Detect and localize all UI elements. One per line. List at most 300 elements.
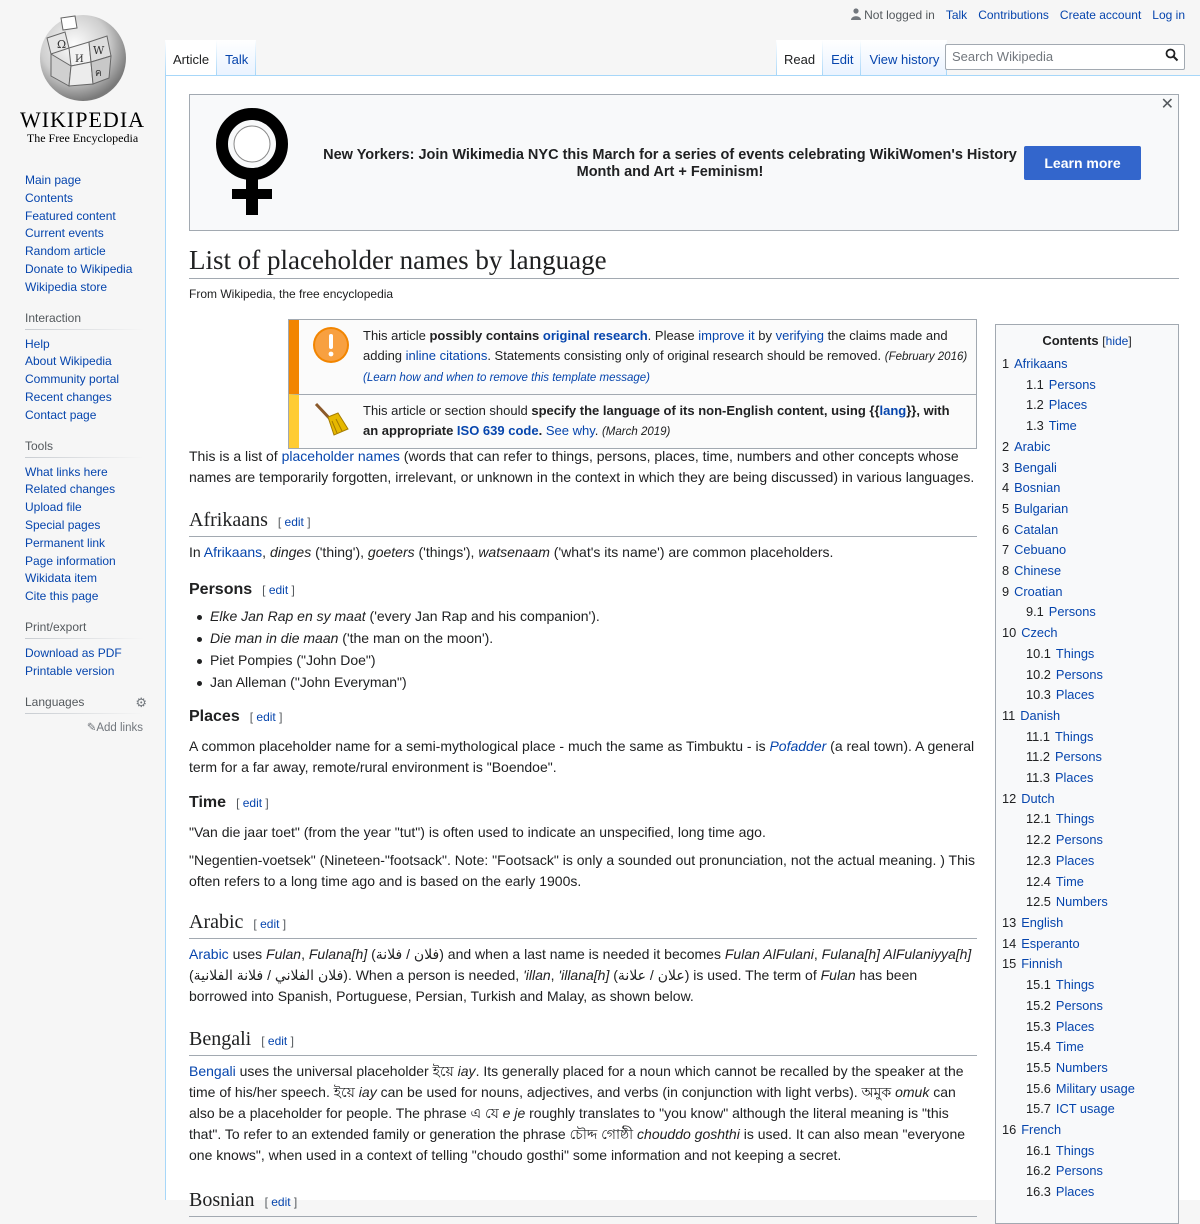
toc-entry[interactable] bbox=[1002, 872, 1172, 893]
text-run: Jan Alleman ("John Everyman") bbox=[210, 674, 407, 690]
sidebar-item-donate[interactable]: Donate to Wikipedia bbox=[25, 261, 133, 276]
talk-link[interactable]: Talk bbox=[945, 8, 968, 22]
notice-date: (February 2016) bbox=[884, 351, 968, 363]
sidebar-item-random-article[interactable]: Random article bbox=[25, 244, 106, 259]
toc-link[interactable]: Numbers bbox=[1055, 1059, 1108, 1075]
toc-link[interactable]: Danish bbox=[1020, 707, 1061, 723]
sidebar-navigation bbox=[0, 172, 165, 297]
toc-list bbox=[1002, 354, 1172, 1203]
contributions-link[interactable]: Contributions bbox=[978, 8, 1049, 22]
toc-link[interactable]: Things bbox=[1055, 1142, 1095, 1158]
toc-number: 9 bbox=[1002, 583, 1010, 599]
sidebar-item-contact[interactable]: Contact page bbox=[25, 407, 97, 422]
toc-entry[interactable] bbox=[1002, 1079, 1172, 1100]
login-link[interactable]: Log in bbox=[1152, 8, 1185, 22]
toc-entry[interactable] bbox=[1002, 1099, 1172, 1120]
sidebar-heading-tools: Tools bbox=[25, 439, 143, 458]
section-heading-persons bbox=[189, 579, 977, 601]
toc-entry[interactable] bbox=[1002, 354, 1172, 375]
tab-read-label: Read bbox=[784, 52, 816, 67]
sidebar-item-wikidata-item[interactable]: Wikidata item bbox=[25, 571, 98, 586]
toc-entry[interactable] bbox=[1002, 1058, 1172, 1079]
learn-more-button[interactable]: Learn more bbox=[1024, 146, 1141, 180]
sidebar-item-about[interactable]: About Wikipedia bbox=[25, 354, 112, 369]
sidebar-item-featured-content[interactable]: Featured content bbox=[25, 208, 116, 223]
toc-entry[interactable] bbox=[1002, 623, 1172, 644]
toc-link[interactable]: Time bbox=[1048, 418, 1077, 434]
text-run: Die man in die maan bbox=[210, 630, 339, 646]
toc-entry[interactable] bbox=[1002, 706, 1172, 727]
list-item bbox=[210, 649, 977, 671]
toc-entry[interactable] bbox=[1002, 934, 1172, 955]
svg-text:Ω: Ω bbox=[57, 38, 67, 51]
toc-link[interactable]: Persons bbox=[1055, 832, 1103, 848]
time-paragraph-1: "Van die jaar toet" (from the year "tut") is often used to indicate an unspecified, long time ago. bbox=[189, 824, 766, 840]
toc-title bbox=[1002, 333, 1172, 348]
not-logged-in bbox=[851, 8, 935, 22]
toc-number: 1.2 bbox=[1026, 397, 1044, 413]
sidebar-item-help[interactable]: Help bbox=[25, 336, 50, 351]
section-heading-bosnian bbox=[189, 1188, 977, 1217]
toc-number: 12.4 bbox=[1026, 873, 1051, 889]
toc-entry[interactable] bbox=[1002, 499, 1172, 520]
toc-link[interactable]: Afrikaans bbox=[1014, 356, 1068, 371]
text-run: This article or section should bbox=[363, 403, 532, 418]
text-run: uses bbox=[228, 946, 267, 962]
edit-link-label[interactable]: edit bbox=[242, 796, 263, 810]
text-run: ('things'), bbox=[414, 544, 479, 560]
section-heading-bengali bbox=[189, 1027, 977, 1056]
central-notice-banner bbox=[189, 94, 1179, 231]
toc-link[interactable]: Czech bbox=[1021, 625, 1058, 641]
see-why-link[interactable]: See why bbox=[545, 423, 595, 438]
toc-link[interactable]: French bbox=[1021, 1122, 1062, 1138]
toc-link[interactable]: Things bbox=[1054, 728, 1094, 744]
toc-link[interactable]: Things bbox=[1055, 977, 1095, 993]
edit-link-label[interactable]: edit bbox=[256, 710, 276, 724]
ambox-original-research bbox=[289, 320, 976, 394]
heading-text: Arabic bbox=[189, 911, 244, 933]
toc-link[interactable]: ICT usage bbox=[1055, 1101, 1115, 1117]
text-run: e je bbox=[502, 1105, 526, 1121]
maintenance-notices bbox=[288, 319, 977, 449]
tab-view-history[interactable] bbox=[861, 40, 947, 75]
sidebar-item-store[interactable]: Wikipedia store bbox=[25, 279, 108, 294]
toc-entry[interactable] bbox=[1002, 685, 1172, 706]
table-of-contents bbox=[995, 324, 1179, 1224]
add-links-label: Add links bbox=[96, 721, 143, 734]
toc-entry[interactable] bbox=[1002, 602, 1172, 623]
text-run: . Statements consisting only of original research should be removed. bbox=[487, 348, 885, 363]
toc-link[interactable]: Chinese bbox=[1014, 563, 1062, 579]
toc-link[interactable]: Bulgarian bbox=[1014, 500, 1069, 516]
text-run: This is a list of bbox=[189, 448, 282, 464]
view-tabs bbox=[776, 40, 947, 75]
text-run: . bbox=[538, 423, 543, 438]
afrikaans-link[interactable]: Afrikaans bbox=[203, 544, 263, 560]
article-body bbox=[189, 446, 977, 1217]
toc-link[interactable]: Things bbox=[1055, 811, 1095, 827]
text-run: }}, with an appropriate bbox=[363, 403, 950, 438]
text-run: iay bbox=[358, 1084, 377, 1100]
toc-entry[interactable] bbox=[1002, 540, 1172, 561]
ambox-or-text bbox=[363, 320, 976, 394]
text-run: This article bbox=[363, 328, 430, 343]
toc-entry[interactable] bbox=[1002, 644, 1172, 665]
text-run: Fulan bbox=[266, 946, 302, 962]
toc-number: 2 bbox=[1002, 438, 1010, 454]
toc-link[interactable]: Places bbox=[1054, 770, 1094, 786]
toc-link[interactable]: Finnish bbox=[1021, 956, 1063, 972]
toc-link[interactable]: Bengali bbox=[1014, 459, 1057, 475]
text-run: ('the man on the moon'). bbox=[338, 630, 494, 646]
svg-text:И: И bbox=[75, 54, 84, 65]
text-run: (فلان الفلاني / فلانة الفلانية). When a person is needed, bbox=[189, 967, 524, 983]
toc-link[interactable]: Persons bbox=[1048, 376, 1096, 392]
bengali-link[interactable]: Bengali bbox=[189, 1063, 236, 1079]
create-account-link[interactable]: Create account bbox=[1059, 8, 1142, 22]
toc-number: 15.6 bbox=[1026, 1080, 1051, 1096]
pencil-icon: ✎ bbox=[86, 721, 97, 734]
section-heading-afrikaans bbox=[189, 508, 977, 537]
add-links-button[interactable] bbox=[25, 720, 143, 734]
edit-link-label[interactable]: edit bbox=[260, 917, 280, 931]
toc-number: 12.5 bbox=[1026, 894, 1051, 910]
search-input[interactable] bbox=[945, 44, 1185, 70]
text-run: Piet Pompies ("John Doe") bbox=[210, 652, 376, 668]
toc-entry[interactable] bbox=[1002, 520, 1172, 541]
tab-history-label: View history bbox=[869, 52, 940, 67]
toc-entry[interactable] bbox=[1002, 727, 1172, 748]
toc-entry[interactable] bbox=[1002, 437, 1172, 458]
close-icon[interactable]: ✕ bbox=[1160, 96, 1174, 113]
toc-number: 7 bbox=[1002, 542, 1010, 558]
afrikaans-paragraph bbox=[189, 542, 977, 563]
text-run: In bbox=[189, 544, 204, 560]
edit-link-label[interactable]: edit bbox=[268, 583, 289, 597]
content-area bbox=[165, 75, 1200, 1211]
text-run: Fulan bbox=[820, 967, 856, 983]
toc-entry[interactable] bbox=[1002, 1161, 1172, 1182]
text-run: chouddo goshthi bbox=[637, 1126, 740, 1142]
toc-link[interactable]: Places bbox=[1055, 852, 1095, 868]
edit-section-link[interactable]: [ edit ] bbox=[261, 1034, 294, 1048]
toc-number: 1 bbox=[1002, 356, 1010, 371]
toc-entry[interactable] bbox=[1002, 830, 1172, 851]
text-run: ('thing'), bbox=[311, 544, 368, 560]
sidebar-item-permanent-link[interactable]: Permanent link bbox=[25, 535, 106, 550]
toc-entry[interactable] bbox=[1002, 458, 1172, 479]
toc-number: 14 bbox=[1002, 935, 1017, 951]
edit-section-link[interactable]: [ edit ] bbox=[236, 796, 269, 810]
text-run: specify the language of its non-English content, using {{ bbox=[531, 403, 880, 418]
toc-link[interactable]: Dutch bbox=[1021, 790, 1055, 806]
text-run: ('what's its name') are common placeholders. bbox=[549, 544, 834, 560]
toc-link[interactable]: Military usage bbox=[1055, 1080, 1135, 1096]
pofadder-link[interactable]: Pofadder bbox=[769, 738, 827, 754]
list-item bbox=[210, 605, 977, 627]
text-run: uses the universal placeholder ইয়ে bbox=[235, 1063, 458, 1079]
ambox-lang-text bbox=[363, 395, 976, 448]
toc-link[interactable]: Arabic bbox=[1014, 438, 1051, 454]
wikipedia-globe-icon bbox=[35, 14, 131, 106]
inline-citations-link[interactable]: inline citations bbox=[405, 348, 488, 363]
toc-hide-link[interactable]: hide bbox=[1105, 334, 1129, 348]
toc-entry[interactable] bbox=[1002, 478, 1172, 499]
toc-link[interactable]: Places bbox=[1055, 1184, 1095, 1200]
text-run: can be used for nouns, adjectives, and verbs (in conjunction with light verbs). অমুক bbox=[376, 1084, 896, 1100]
tab-edit[interactable] bbox=[823, 40, 861, 75]
bengali-paragraph bbox=[189, 1061, 977, 1166]
text-run: dinges bbox=[269, 544, 312, 560]
sidebar-item-community-portal[interactable]: Community portal bbox=[25, 372, 120, 387]
toc-number: 16.3 bbox=[1026, 1184, 1051, 1200]
toc-number: 5 bbox=[1002, 500, 1010, 516]
user-icon bbox=[851, 8, 861, 20]
toc-number: 11.2 bbox=[1026, 749, 1050, 765]
text-run: Fulan AlFulani bbox=[724, 946, 814, 962]
toc-number: 15.7 bbox=[1026, 1101, 1051, 1117]
sidebar-item-related-changes[interactable]: Related changes bbox=[25, 482, 116, 497]
text-run: the claims made and adding bbox=[363, 328, 948, 363]
sidebar-item-contents[interactable]: Contents bbox=[25, 190, 74, 205]
section-heading-time bbox=[189, 792, 977, 814]
broom-icon bbox=[312, 401, 350, 437]
text-run: can also be a placeholder for people. The phrase এ যে bbox=[189, 1084, 956, 1121]
toc-link[interactable]: Places bbox=[1055, 687, 1095, 703]
toc-entry[interactable] bbox=[1002, 954, 1172, 975]
logo-tagline: The Free Encyclopedia bbox=[26, 131, 139, 145]
sidebar-item-upload-file[interactable]: Upload file bbox=[25, 500, 82, 515]
sidebar-item-cite-page[interactable]: Cite this page bbox=[25, 589, 99, 604]
sidebar-tools bbox=[0, 439, 165, 606]
toc-link[interactable]: Esperanto bbox=[1021, 935, 1080, 951]
toc-hide-toggle[interactable]: [hide] bbox=[1102, 334, 1132, 348]
toc-entry[interactable] bbox=[1002, 747, 1172, 768]
iso-639-link[interactable]: ISO 639 code bbox=[456, 423, 539, 438]
edit-link-label[interactable]: edit bbox=[271, 1195, 291, 1209]
warning-icon bbox=[312, 326, 350, 364]
sidebar-print-export bbox=[0, 620, 165, 681]
toc-link[interactable]: Time bbox=[1055, 873, 1084, 889]
arabic-link[interactable]: Arabic bbox=[189, 946, 229, 962]
lang-template-link[interactable]: lang bbox=[879, 403, 907, 418]
text-run: Fulana[h] AlFulaniyya[h] bbox=[821, 946, 972, 962]
toc-heading: Contents bbox=[1042, 333, 1099, 348]
heading-text: Places bbox=[189, 708, 240, 725]
sidebar-heading-interaction: Interaction bbox=[25, 311, 143, 330]
toc-number: 6 bbox=[1002, 521, 1010, 537]
text-run: 'illana[h] bbox=[558, 967, 610, 983]
sidebar-item-page-information[interactable]: Page information bbox=[25, 553, 116, 568]
text-run: (علان / علانة) is used. The term of bbox=[609, 967, 821, 983]
edit-section-link[interactable]: [ edit ] bbox=[253, 917, 287, 931]
edit-section-link[interactable]: [ edit ] bbox=[277, 515, 311, 529]
toc-link[interactable]: Persons bbox=[1055, 1163, 1103, 1179]
toc-entry[interactable] bbox=[1002, 1120, 1172, 1141]
text-run: watsenaam bbox=[478, 544, 550, 560]
toc-number: 11 bbox=[1002, 707, 1016, 723]
list-item bbox=[210, 627, 977, 649]
toc-link[interactable]: Places bbox=[1055, 1018, 1095, 1034]
edit-section-link[interactable]: [ edit ] bbox=[264, 1195, 298, 1209]
sidebar-heading-print: Print/export bbox=[25, 620, 143, 639]
toc-link[interactable]: Time bbox=[1055, 1039, 1084, 1055]
text-run: A common placeholder name for a semi-mythological place - much the same as Timbuktu - is bbox=[189, 738, 770, 754]
sidebar-heading-languages bbox=[25, 694, 147, 714]
toc-entry[interactable] bbox=[1002, 582, 1172, 603]
toc-number: 9.1 bbox=[1026, 604, 1044, 620]
text-run: roughly translates to "you know" although the literal meaning is "this that". To refer to an extended family or generation the phrase চৌদ্দ গোষ্ঠী bbox=[189, 1105, 949, 1142]
placeholder-names-link[interactable]: placeholder names bbox=[281, 448, 400, 464]
toc-entry[interactable] bbox=[1002, 768, 1172, 789]
heading-text: Bengali bbox=[189, 1028, 252, 1050]
sidebar-item-printable-version[interactable]: Printable version bbox=[25, 663, 115, 678]
wikipedia-logo[interactable] bbox=[0, 0, 165, 160]
text-run: possibly contains bbox=[429, 328, 543, 343]
text-run: by bbox=[754, 328, 776, 343]
sidebar-item-download-pdf[interactable]: Download as PDF bbox=[25, 645, 122, 660]
sidebar-languages bbox=[0, 695, 165, 734]
sidebar-item-what-links-here[interactable]: What links here bbox=[25, 464, 108, 479]
banner-message: New Yorkers: Join Wikimedia NYC this March for a series of events celebrating WikiWomen's History Month and Art + Feminism! bbox=[323, 147, 1017, 180]
toc-number: 15.4 bbox=[1026, 1039, 1051, 1055]
toc-link[interactable]: Things bbox=[1055, 645, 1095, 661]
heading-text: Time bbox=[189, 794, 227, 811]
text-run: Elke Jan Rap en sy maat bbox=[210, 608, 366, 624]
arabic-paragraph bbox=[189, 944, 977, 1007]
text-run: . Please bbox=[647, 328, 699, 343]
toc-number: 13 bbox=[1002, 914, 1017, 930]
text-run: (words that can refer to things, persons, places, time, numbers and other concepts whose names are temporarily forgotten, irrelevant, or unknown in the context in which they are being discussed) in various languages. bbox=[189, 448, 975, 485]
toc-number: 10 bbox=[1002, 625, 1017, 641]
intro-paragraph bbox=[189, 446, 977, 488]
toc-link[interactable]: English bbox=[1021, 914, 1064, 930]
toc-entry[interactable] bbox=[1002, 416, 1172, 437]
text-run: , bbox=[262, 544, 270, 560]
heading-text: Bosnian bbox=[189, 1189, 255, 1211]
section-heading-places bbox=[189, 706, 977, 728]
text-run: Fulana[h] bbox=[308, 946, 368, 962]
toc-number: 12.2 bbox=[1026, 832, 1051, 848]
section-heading-arabic bbox=[189, 910, 977, 939]
toc-entry[interactable] bbox=[1002, 851, 1172, 872]
edit-link-label[interactable]: edit bbox=[267, 1034, 288, 1048]
toc-link[interactable]: Persons bbox=[1048, 604, 1096, 620]
toc-entry[interactable] bbox=[1002, 892, 1172, 913]
svg-text:ค: ค bbox=[95, 68, 102, 79]
text-run: , bbox=[301, 946, 309, 962]
verifying-link[interactable]: verifying bbox=[775, 328, 825, 343]
not-logged-in-label: Not logged in bbox=[864, 8, 935, 22]
languages-heading-label: Languages bbox=[25, 694, 85, 709]
toc-entry[interactable] bbox=[1002, 996, 1172, 1017]
toc-link[interactable]: Croatian bbox=[1014, 583, 1063, 599]
toc-number: 4 bbox=[1002, 480, 1010, 496]
toc-link[interactable]: Persons bbox=[1055, 666, 1103, 682]
tab-talk-label: Talk bbox=[225, 52, 249, 67]
search-placeholder: Search Wikipedia bbox=[952, 49, 1054, 64]
heading-text: Afrikaans bbox=[189, 509, 268, 531]
toc-entry[interactable] bbox=[1002, 809, 1172, 830]
svg-text:W: W bbox=[93, 44, 105, 57]
persons-list bbox=[210, 605, 977, 693]
toc-entry[interactable] bbox=[1002, 975, 1172, 996]
list-item bbox=[210, 671, 977, 693]
toc-link[interactable]: Bosnian bbox=[1014, 480, 1061, 496]
gear-icon[interactable]: ⚙ bbox=[135, 694, 147, 710]
original-research-link[interactable]: original research bbox=[542, 328, 648, 343]
text-run: (a real town). A general term for a far away, remote/rural environment is "Boendoe". bbox=[189, 738, 975, 775]
places-paragraph bbox=[189, 736, 977, 778]
toc-link[interactable]: Places bbox=[1048, 397, 1088, 413]
edit-section-link[interactable]: [ edit ] bbox=[262, 583, 295, 597]
tab-edit-label: Edit bbox=[831, 52, 854, 67]
sidebar-item-special-pages[interactable]: Special pages bbox=[25, 517, 101, 532]
toc-link[interactable]: Persons bbox=[1054, 749, 1102, 765]
learn-how-link[interactable]: (Learn how and when to remove this template message) bbox=[363, 372, 651, 384]
edit-section-link[interactable]: [ edit ] bbox=[249, 710, 283, 724]
toc-number: 10.1 bbox=[1026, 645, 1051, 661]
namespace-tabs bbox=[165, 40, 256, 75]
page-title: List of placeholder names by language bbox=[189, 244, 1179, 279]
toc-entry[interactable] bbox=[1002, 1017, 1172, 1038]
venus-symbol-icon bbox=[212, 107, 292, 217]
text-run: omuk bbox=[895, 1084, 930, 1100]
text-run: 'illan bbox=[523, 967, 551, 983]
tab-read[interactable] bbox=[776, 40, 823, 75]
toc-number: 15.1 bbox=[1026, 977, 1051, 993]
text-run: ('every Jan Rap and his companion'). bbox=[365, 608, 600, 624]
personal-tools bbox=[851, 8, 1185, 22]
text-run: iay bbox=[457, 1063, 476, 1079]
toc-entry[interactable] bbox=[1002, 375, 1172, 396]
search-icon[interactable] bbox=[1165, 48, 1179, 62]
sidebar bbox=[0, 172, 165, 748]
toc-number: 8 bbox=[1002, 563, 1010, 579]
ambox-specify-language bbox=[289, 394, 976, 448]
sidebar-item-current-events[interactable]: Current events bbox=[25, 226, 104, 241]
time-paragraph-2: "Negentien-voetsek" (Nineteen-"footsack". Note: "Footsack" is only a sounded out pronunciation, not the actual meaning. ) This often refers to a long time ago and is based on the early 1900s. bbox=[189, 852, 975, 889]
edit-link-label[interactable]: edit bbox=[284, 515, 304, 529]
toc-entry[interactable] bbox=[1002, 1141, 1172, 1162]
toc-entry[interactable] bbox=[1002, 913, 1172, 934]
toc-link[interactable]: Catalan bbox=[1014, 521, 1059, 537]
sidebar-item-main-page[interactable]: Main page bbox=[25, 173, 82, 187]
sidebar-item-recent-changes[interactable]: Recent changes bbox=[25, 389, 112, 404]
toc-number: 10.3 bbox=[1026, 687, 1051, 703]
toc-number: 12 bbox=[1002, 790, 1017, 806]
logo-wordmark: WIKIPEDIA bbox=[19, 107, 146, 132]
toc-link[interactable]: Cebuano bbox=[1014, 542, 1067, 558]
text-run: (فلان / فلانة) and when a last name is needed it becomes bbox=[367, 946, 725, 962]
improve-it-link[interactable]: improve it bbox=[698, 328, 755, 343]
heading-text: Persons bbox=[189, 581, 253, 598]
toc-entry[interactable] bbox=[1002, 395, 1172, 416]
toc-number: 12.1 bbox=[1026, 811, 1051, 827]
toc-number: 1.1 bbox=[1026, 376, 1044, 392]
text-run: has been borrowed into Spanish, Portuguese, Persian, Turkish and Malay, as shown below. bbox=[189, 967, 918, 1004]
tab-talk[interactable] bbox=[217, 40, 256, 75]
toc-link[interactable]: Numbers bbox=[1055, 894, 1108, 910]
tab-article-label: Article bbox=[173, 52, 210, 67]
toc-entry[interactable] bbox=[1002, 561, 1172, 582]
tab-article[interactable] bbox=[165, 40, 217, 75]
toc-entry[interactable] bbox=[1002, 789, 1172, 810]
toc-entry[interactable] bbox=[1002, 1037, 1172, 1058]
toc-link[interactable]: Persons bbox=[1055, 997, 1103, 1013]
toc-entry[interactable] bbox=[1002, 665, 1172, 686]
